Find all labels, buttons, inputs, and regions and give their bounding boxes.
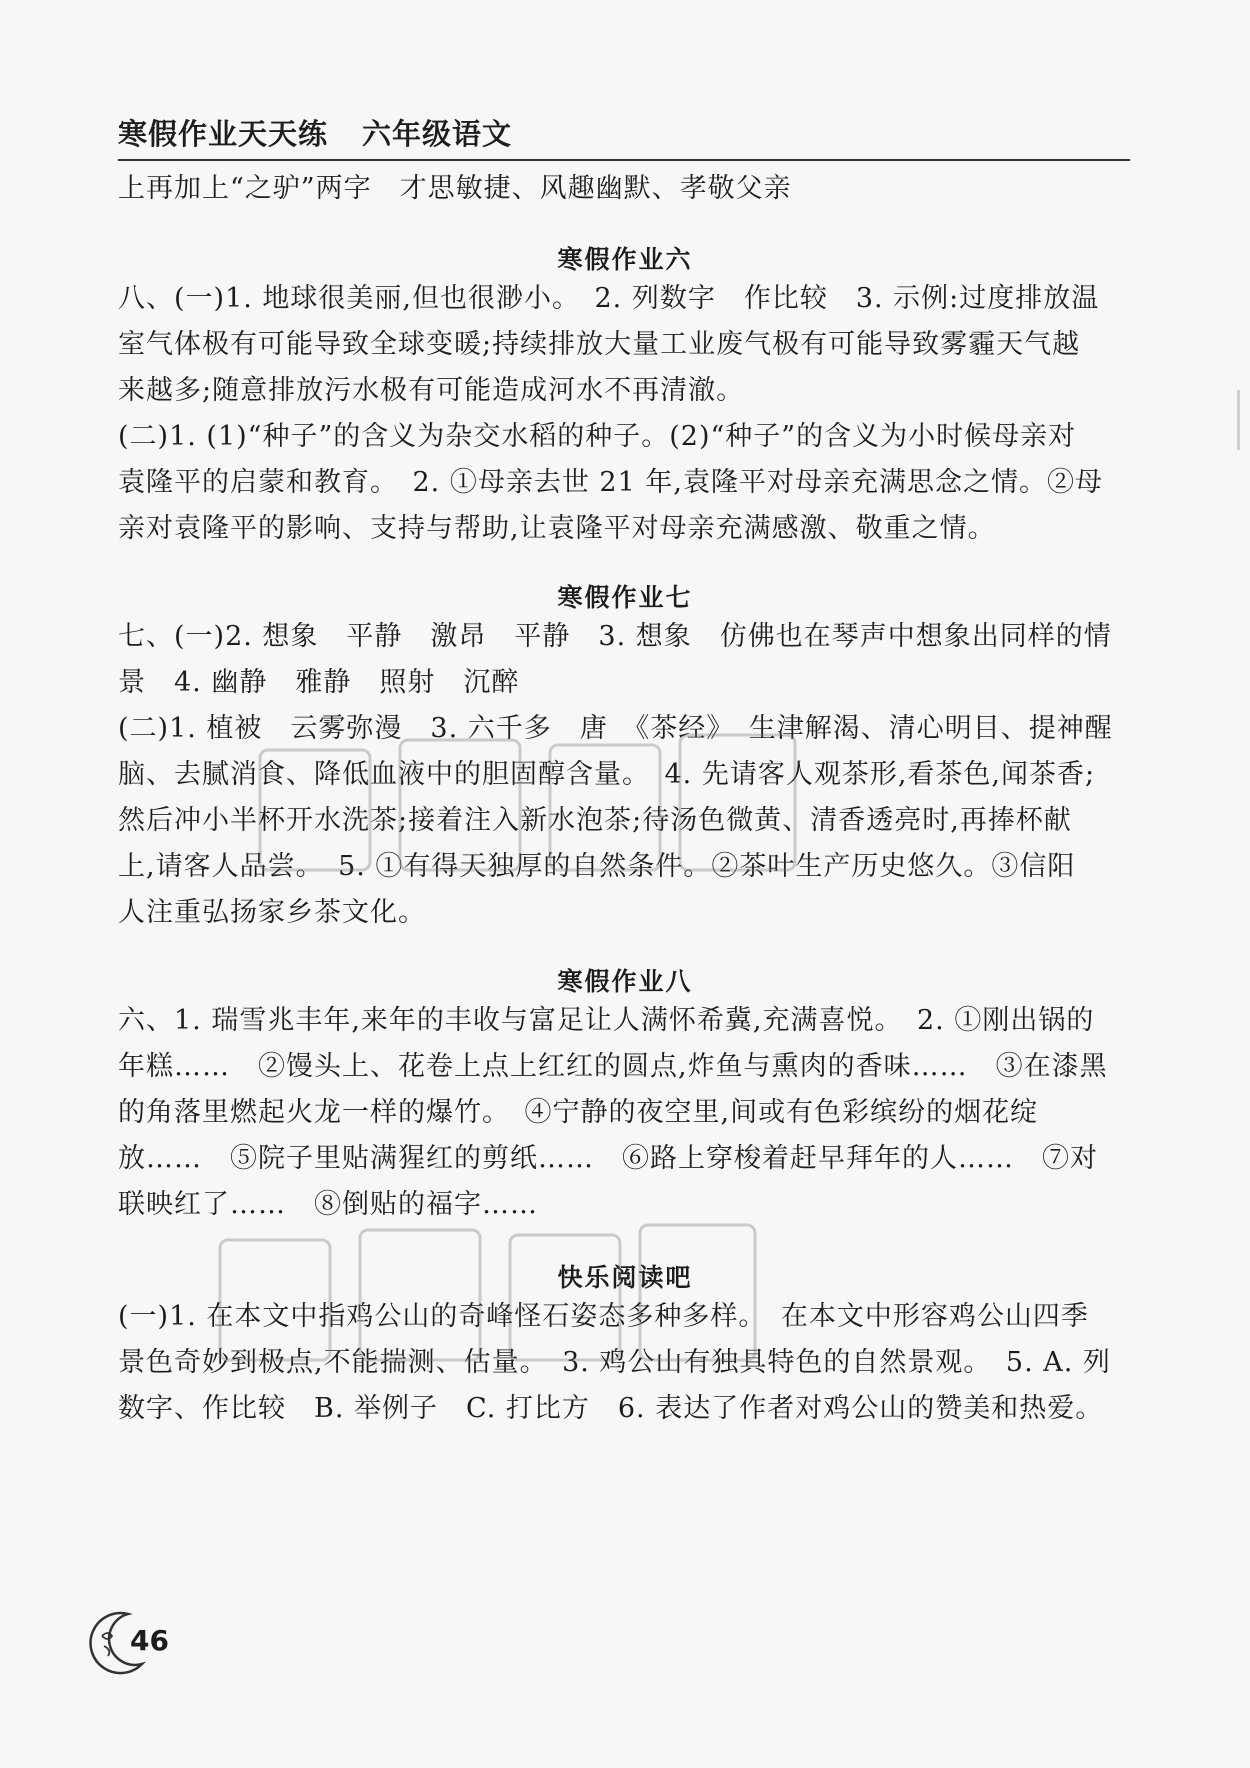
answer-line: 来越多;随意排放污水极有可能造成河水不再清澈。 xyxy=(118,375,745,406)
answer-line: 联映红了…… ⑧倒贴的福字…… xyxy=(118,1189,538,1220)
book-title: 寒假作业天天练 xyxy=(118,117,329,151)
answer-line: 亲对袁隆平的影响、支持与帮助,让袁隆平对母亲充满感激、敬重之情。 xyxy=(118,513,996,544)
watermark-graphic xyxy=(210,1210,770,1380)
page-number xyxy=(80,1606,170,1676)
answer-line: 年糕…… ②馒头上、花卷上点上红红的圆点,炸鱼与熏肉的香味…… ③在漆黑 xyxy=(118,1051,1108,1082)
answer-line: 放…… ⑤院子里贴满猩红的剪纸…… ⑥路上穿梭着赶早拜年的人…… ⑦对 xyxy=(118,1143,1098,1174)
answer-line: 七、(一)2. 想象 平静 激昂 平静 3. 想象 仿佛也在琴声中想象出同样的情 xyxy=(118,621,1112,652)
answer-line: 室气体极有可能导致全球变暖;持续排放大量工业废气极有可能导致雾霾天气越 xyxy=(118,329,1081,360)
intro-line: 上再加上“之驴”两字 才思敏捷、风趣幽默、孝敬父亲 xyxy=(118,173,792,204)
answer-line: 数字、作比较 B. 举例子 C. 打比方 6. 表达了作者对鸡公山的赞美和热爱。 xyxy=(118,1393,1104,1424)
answer-line: (一)1. 在本文中指鸡公山的奇峰怪石姿态多种多样。 在本文中形容鸡公山四季 xyxy=(118,1301,1089,1332)
answer-line: 八、(一)1. 地球很美丽,但也很渺小。 2. 列数字 作比较 3. 示例:过度排放温 xyxy=(118,283,1100,314)
watermark-graphic xyxy=(250,720,810,890)
grade-subject: 六年级语文 xyxy=(362,117,513,151)
answer-line: (二)1. (1)“种子”的含义为杂交水稻的种子。(2)“种子”的含义为小时候母亲对 xyxy=(118,421,1077,452)
section-title-6: 寒假作业六 xyxy=(557,245,693,274)
answer-line: 上,请客人品尝。 5. ①有得天独厚的自然条件。②茶叶生产历史悠久。③信阳 xyxy=(118,851,1076,882)
section-title-7: 寒假作业七 xyxy=(557,583,693,612)
answer-line: 六、1. 瑞雪兆丰年,来年的丰收与富足让人满怀希冀,充满喜悦。 2. ①刚出锅的 xyxy=(118,1005,1095,1036)
answer-line: 景色奇妙到极点,不能揣测、估量。 3. 鸡公山有独具特色的自然景观。 5. A. 列 xyxy=(118,1347,1111,1378)
section-title-8: 寒假作业八 xyxy=(557,967,693,996)
answer-line: (二)1. 植被 云雾弥漫 3. 六千多 唐 《茶经》 生津解渴、清心明目、提神醒 xyxy=(118,713,1113,744)
answer-line: 景 4. 幽静 雅静 照射 沉醉 xyxy=(118,667,520,698)
answer-line: 袁隆平的启蒙和教育。 2. ①母亲去世 21 年,袁隆平对母亲充满思念之情。②母 xyxy=(118,467,1103,498)
answer-line: 的角落里燃起火龙一样的爆竹。 ④宁静的夜空里,间或有色彩缤纷的烟花绽 xyxy=(118,1097,1039,1128)
scan-mark xyxy=(1237,390,1240,450)
answer-line: 脑、去腻消食、降低血液中的胆固醇含量。 4. 先请客人观茶形,看茶色,闻茶香; xyxy=(118,759,1096,790)
section-title-reading: 快乐阅读吧 xyxy=(557,1263,693,1292)
answer-line: 然后冲小半杯开水洗茶;接着注入新水泡茶;待汤色微黄、清香透亮时,再捧杯献 xyxy=(118,805,1072,836)
answer-line: 人注重弘扬家乡茶文化。 xyxy=(118,897,426,928)
page-number-text: 46 xyxy=(130,1624,169,1657)
page-header xyxy=(118,112,1130,161)
